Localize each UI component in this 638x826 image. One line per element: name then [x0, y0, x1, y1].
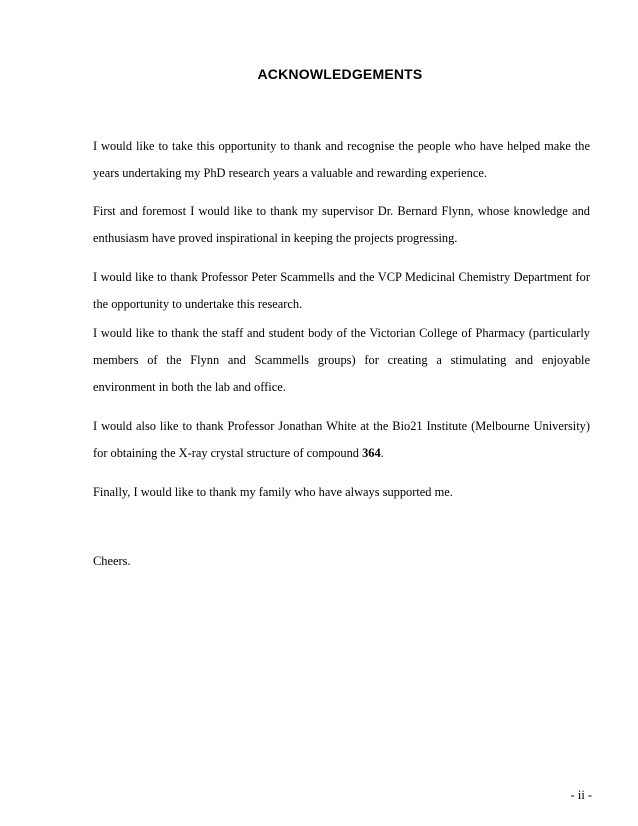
- paragraph-college: [93, 320, 590, 401]
- page-title: ACKNOWLEDGEMENTS: [257, 66, 423, 82]
- paragraph-college-line-1: I would like to thank the staff and student body of the Victorian College of Pharmacy (particularly: [93, 326, 590, 340]
- page-number: - ii -: [570, 788, 592, 802]
- compound-number: 364: [362, 446, 381, 460]
- closing-line: Cheers.: [93, 554, 131, 568]
- paragraph-college-line-3: environment in both the lab and office.: [93, 380, 286, 394]
- paragraph-crystal-structure-text: I would also like to thank Professor Jonathan White at the Bio21 Institute (Melbourne University) for obtaining the X-ray crystal structure of compound: [93, 419, 590, 460]
- paragraph-family: Finally, I would like to thank my family who have always supported me.: [93, 485, 453, 499]
- paragraph-department: I would like to thank Professor Peter Scammells and the VCP Medicinal Chemistry Department for the opportunity to undertake this research.: [93, 270, 590, 311]
- paragraph-supervisor: First and foremost I would like to thank my supervisor Dr. Bernard Flynn, whose knowledge and enthusiasm have proved inspirational in keeping the projects progressing.: [93, 204, 590, 245]
- paragraph-college-line-2: members of the Flynn and Scammells groups) for creating a stimulating and enjoyable: [93, 353, 590, 367]
- paragraph-crystal-structure-end: .: [380, 446, 384, 460]
- paragraph-crystal-structure: [93, 413, 590, 467]
- paragraph-intro: I would like to take this opportunity to thank and recognise the people who have helped make the years undertaking my PhD research years a valuable and rewarding experience.: [93, 139, 590, 180]
